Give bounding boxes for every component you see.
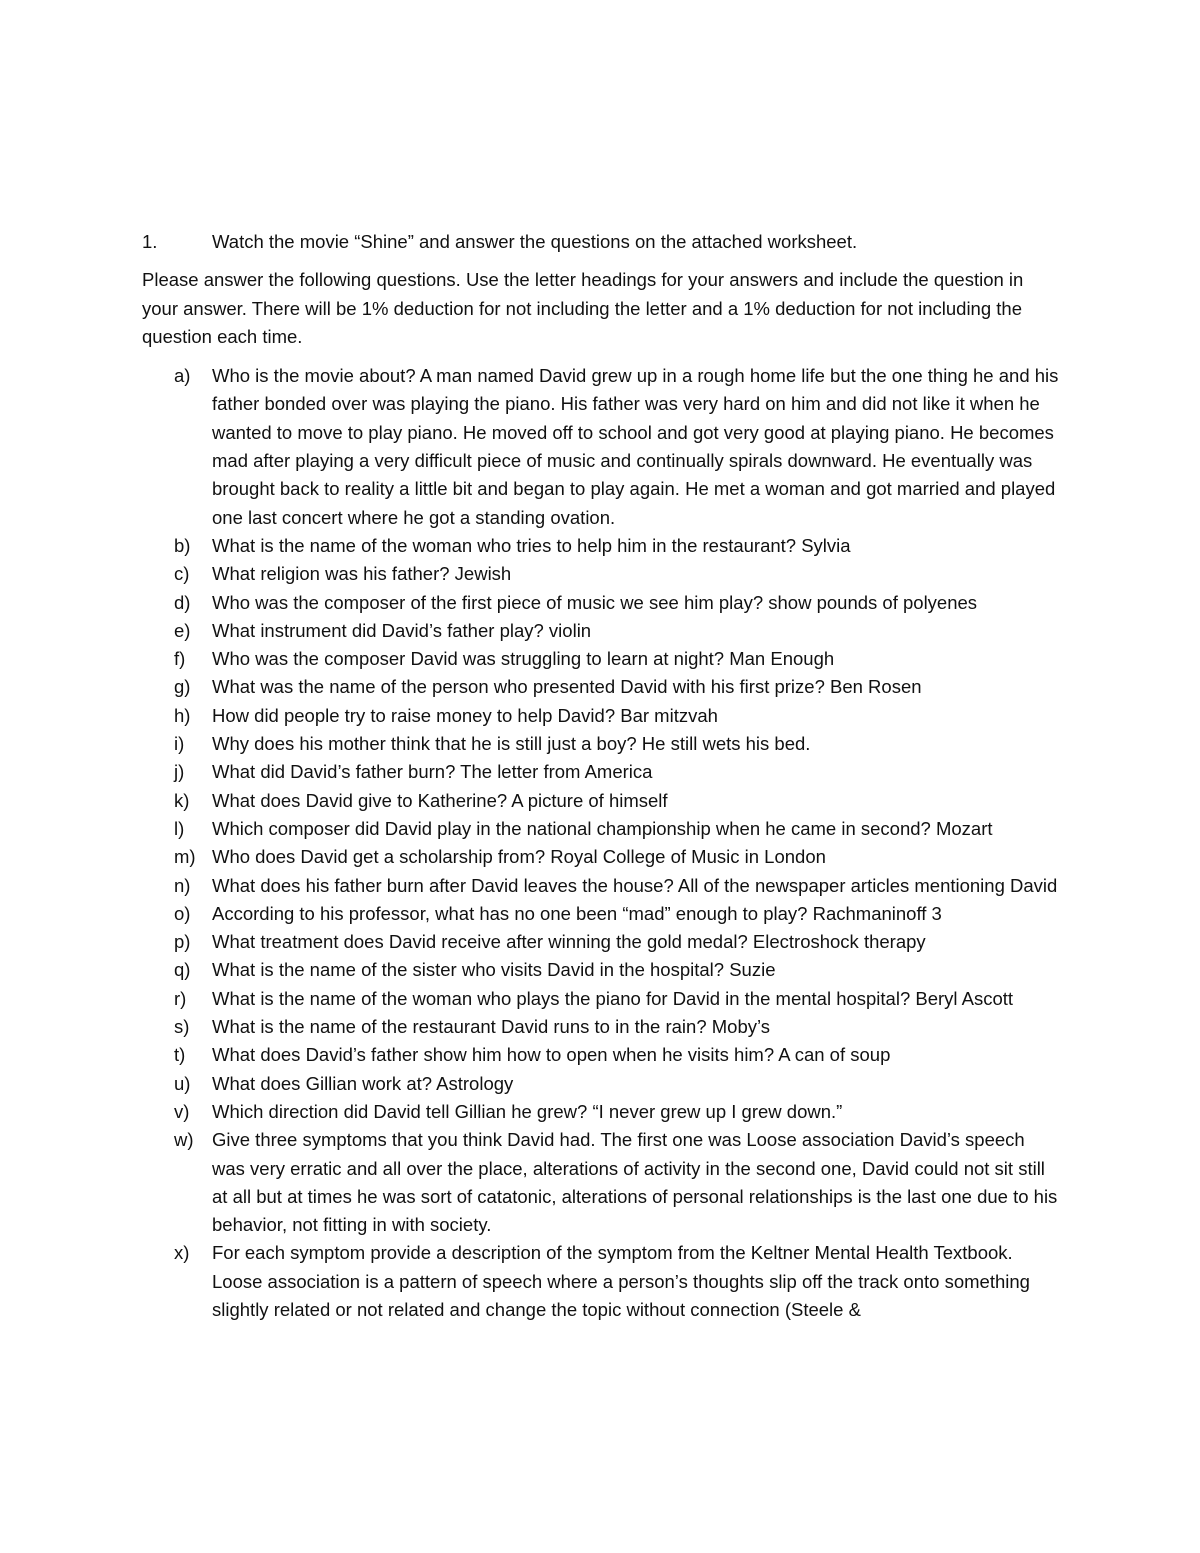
- question-text: What did David’s father burn? The letter from America: [212, 761, 653, 783]
- question-text: What does David’s father show him how to open when he visits him? A can of soup: [212, 1044, 891, 1066]
- question-item-l: [142, 815, 1062, 843]
- question-item-e: [142, 617, 1062, 645]
- question-text: Who does David get a scholarship from? Royal College of Music in London: [212, 846, 826, 868]
- question-letter: i): [174, 733, 185, 755]
- question-item-s: [142, 1013, 1062, 1041]
- question-letter: c): [174, 563, 190, 585]
- question-letter: m): [174, 846, 196, 868]
- question-letter: l): [174, 817, 185, 839]
- question-letter: b): [174, 534, 191, 556]
- question-text: What instrument did David’s father play? violin: [212, 619, 592, 641]
- question-text: According to his professor, what has no one been “mad” enough to play? Rachmaninoff 3: [212, 902, 942, 924]
- question-letter: r): [174, 987, 187, 1009]
- question-item-a: [142, 362, 1062, 532]
- question-letter: k): [174, 789, 190, 811]
- question-letter: f): [174, 648, 186, 670]
- question-text: Give three symptoms that you think David had. The first one was Loose association David’s speech was very erratic and all over the place, alterations of activity in the second one, David could not sit still at all but at times he was sort of catatonic, alterations of personal relationships is the last one due to his behavior, not fitting in with society.: [212, 1129, 1058, 1236]
- question-item-d: [142, 589, 1062, 617]
- question-text: Which direction did David tell Gillian he grew? “I never grew up I grew down.”: [212, 1100, 843, 1122]
- document-content: [142, 228, 1062, 1324]
- question-text: What was the name of the person who presented David with his first prize? Ben Rosen: [212, 676, 922, 698]
- question-text: How did people try to raise money to help David? Bar mitzvah: [212, 704, 718, 726]
- question-text: What is the name of the sister who visits David in the hospital? Suzie: [212, 959, 776, 981]
- question-item-i: [142, 730, 1062, 758]
- question-text: What does Gillian work at? Astrology: [212, 1072, 514, 1094]
- question-item-q: [142, 956, 1062, 984]
- question-text: Why does his mother think that he is still just a boy? He still wets his bed.: [212, 733, 811, 755]
- question-item-g: [142, 673, 1062, 701]
- task-item: [142, 228, 1062, 256]
- question-item-j: [142, 758, 1062, 786]
- question-item-w: [142, 1126, 1062, 1239]
- question-item-p: [142, 928, 1062, 956]
- question-text: Who is the movie about? A man named David grew up in a rough home life but the one thing he and his father bonded over was playing the piano. His father was very hard on him and did not like it when he wanted to move to play piano. He moved off to school and got very good at playing piano. He becomes mad after playing a very difficult piece of music and continually spirals downward. He eventually was brought back to reality a little bit and began to play again. He met a woman and got married and played one last concert where he got a standing ovation.: [212, 365, 1059, 528]
- question-item-m: [142, 843, 1062, 871]
- question-text: Which composer did David play in the national championship when he came in second? Mozart: [212, 817, 993, 839]
- question-letter: w): [174, 1129, 194, 1151]
- question-letter: j): [174, 761, 185, 783]
- question-letter: g): [174, 676, 191, 698]
- question-text: What does David give to Katherine? A picture of himself: [212, 789, 668, 811]
- question-text: What is the name of the restaurant David runs to in the rain? Moby’s: [212, 1016, 771, 1038]
- question-item-n: [142, 872, 1062, 900]
- question-text: What is the name of the woman who tries to help him in the restaurant? Sylvia: [212, 534, 851, 556]
- question-letter: v): [174, 1100, 190, 1122]
- question-item-k: [142, 787, 1062, 815]
- question-text: What is the name of the woman who plays the piano for David in the mental hospital? Beryl Ascott: [212, 987, 1014, 1009]
- question-text: What treatment does David receive after winning the gold medal? Electroshock therapy: [212, 931, 926, 953]
- question-letter: a): [174, 365, 191, 387]
- question-letter: x): [174, 1242, 190, 1264]
- question-item-u: [142, 1070, 1062, 1098]
- question-letter: q): [174, 959, 191, 981]
- question-text: For each symptom provide a description of the symptom from the Keltner Mental Health Textbook. Loose association is a pattern of speech where a person’s thoughts slip off the track onto something slightly related or not related and change the topic without connection (Steele &: [212, 1242, 1030, 1320]
- question-letter: o): [174, 902, 191, 924]
- question-text: What religion was his father? Jewish: [212, 563, 512, 585]
- question-letter: p): [174, 931, 191, 953]
- question-item-r: [142, 985, 1062, 1013]
- question-item-c: [142, 560, 1062, 588]
- question-item-t: [142, 1041, 1062, 1069]
- question-item-f: [142, 645, 1062, 673]
- question-text: What does his father burn after David leaves the house? All of the newspaper articles mentioning David: [212, 874, 1058, 896]
- question-letter: n): [174, 874, 191, 896]
- question-letter: u): [174, 1072, 191, 1094]
- question-letter: h): [174, 704, 191, 726]
- question-letter: s): [174, 1016, 190, 1038]
- question-letter: t): [174, 1044, 186, 1066]
- question-item-o: [142, 900, 1062, 928]
- question-item-x: [142, 1239, 1062, 1324]
- question-item-b: [142, 532, 1062, 560]
- question-item-v: [142, 1098, 1062, 1126]
- question-list: [142, 362, 1062, 1324]
- task-number: 1.: [142, 231, 158, 252]
- instructions-paragraph: Please answer the following questions. Use the letter headings for your answers and include the question in your answer. There will be 1% deduction for not including the letter and a 1% deduction for not including the question each time.: [142, 269, 1024, 347]
- question-letter: d): [174, 591, 191, 613]
- question-letter: e): [174, 619, 191, 641]
- question-text: Who was the composer David was struggling to learn at night? Man Enough: [212, 648, 835, 670]
- question-text: Who was the composer of the first piece of music we see him play? show pounds of polyenes: [212, 591, 978, 613]
- task-text: Watch the movie “Shine” and answer the questions on the attached worksheet.: [212, 231, 858, 252]
- question-item-h: [142, 702, 1062, 730]
